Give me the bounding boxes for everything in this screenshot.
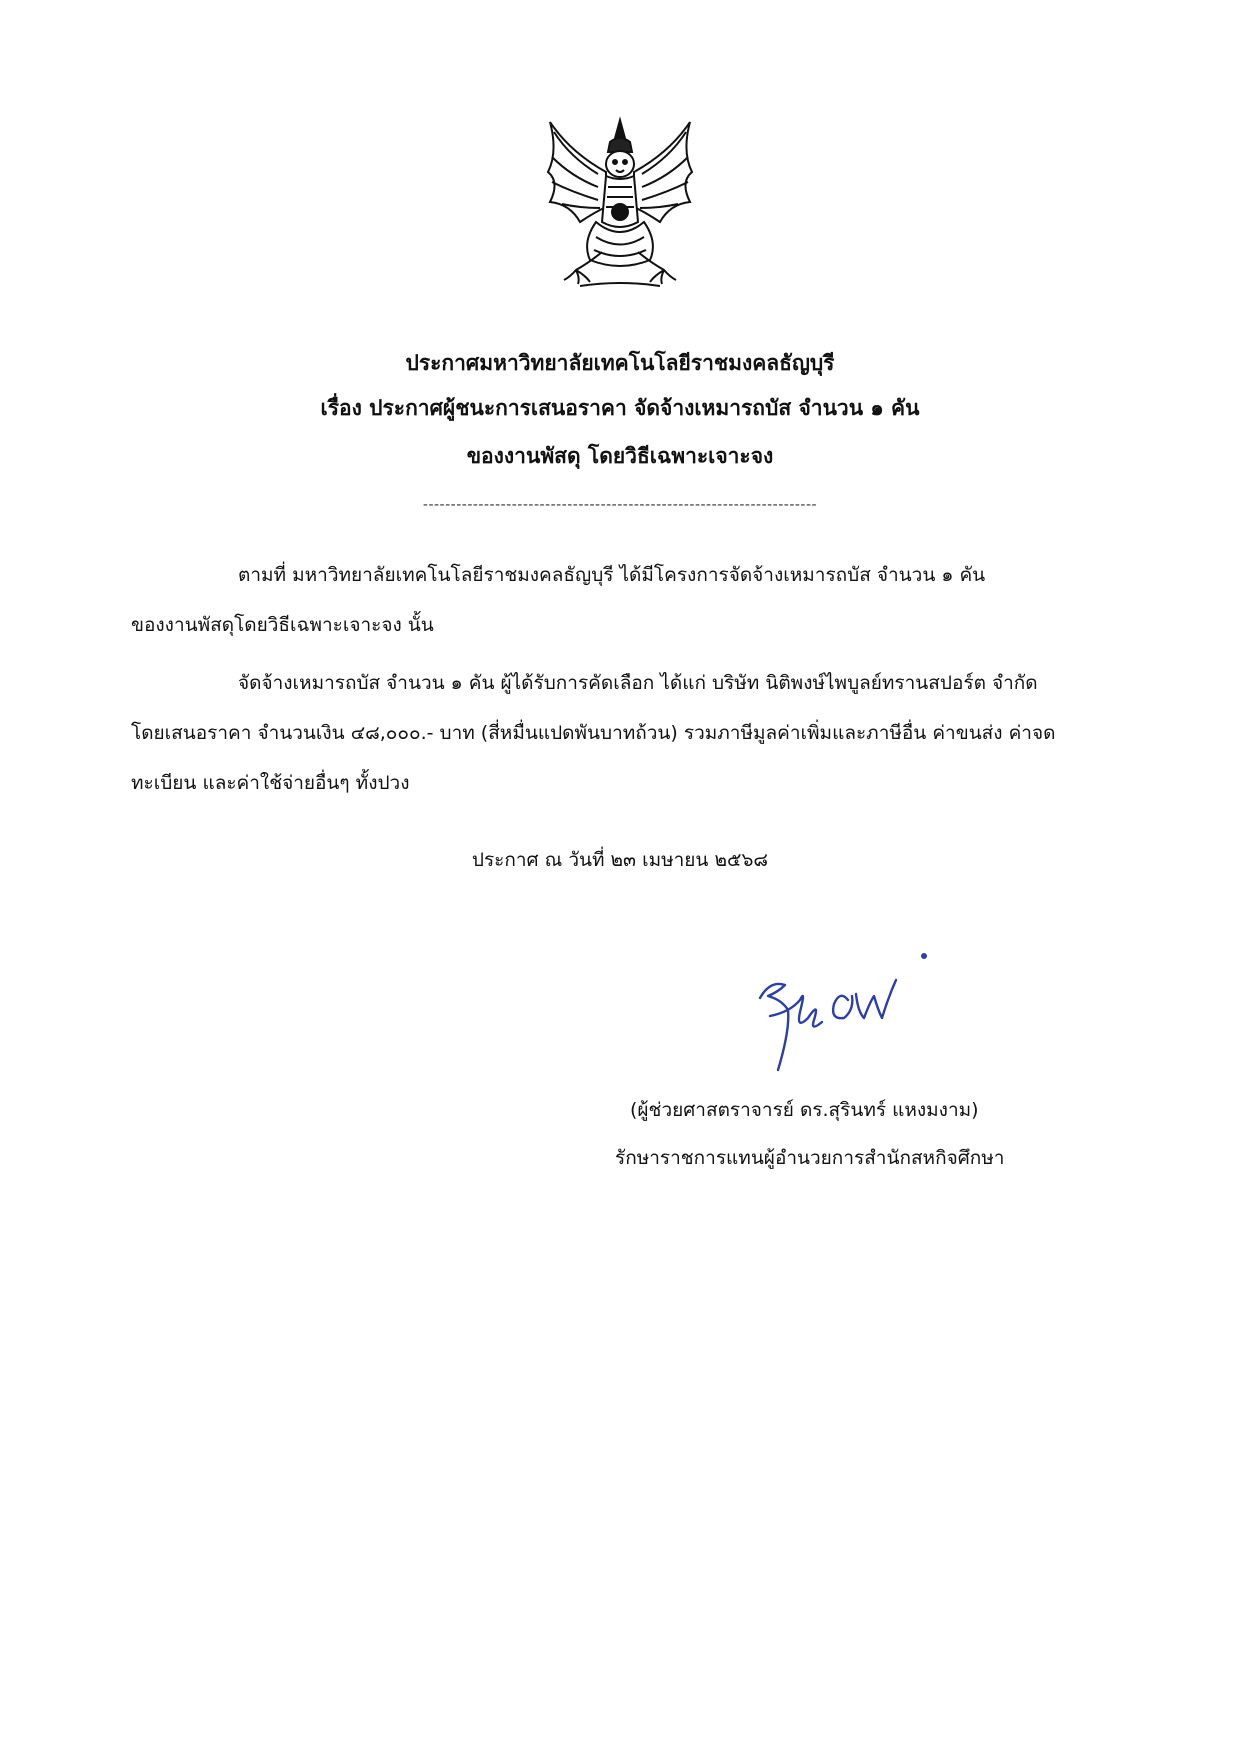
announcement-subject-cont: ของงานพัสดุ โดยวิธีเฉพาะเจาะจง [466,444,774,468]
paragraph-2-line-1: จัดจ้างเหมารถบัส จำนวน ๑ คัน ผู้ได้รับการคัดเลือก ได้แก่ บริษัท นิติพงษ์ไพบูลย์ทรานสปอร์ต จำกัด [238,672,1038,694]
signer-position: รักษาราชการแทนผู้อำนวยการสำนักสหกิจศึกษา [615,1147,1005,1169]
announcement-date: ประกาศ ณ วันที่ ๒๓ เมษายน ๒๕๖๘ [471,849,769,871]
garuda-emblem-icon [540,112,700,292]
paragraph-2-line-2: โดยเสนอราคา จำนวนเงิน ๔๘,๐๐๐.- บาท (สี่หมื่นแปดพันบาทถ้วน) รวมภาษีมูลค่าเพิ่มและภาษีอื่น ค่าขนส่ง ค่าจด [131,722,1056,744]
announcement-subject: เรื่อง ประกาศผู้ชนะการเสนอราคา จัดจ้างเหมารถบัส จำนวน ๑ คัน [320,396,920,420]
paragraph-1-line-1: ตามที่ มหาวิทยาลัยเทคโนโลยีราชมงคลธัญบุรี ได้มีโครงการจัดจ้างเหมารถบัส จำนวน ๑ คัน [238,564,986,586]
paragraph-2-line-3: ทะเบียน และค่าใช้จ่ายอื่นๆ ทั้งปวง [131,772,410,794]
paragraph-1-line-2: ของงานพัสดุโดยวิธีเฉพาะเจาะจง นั้น [131,614,434,636]
handwritten-signature-icon [730,940,970,1090]
signer-name: (ผู้ช่วยศาสตราจารย์ ดร.สุรินทร์ แหงมงาม) [630,1099,979,1121]
announcement-title: ประกาศมหาวิทยาลัยเทคโนโลยีราชมงคลธัญบุรี [405,351,835,375]
title-divider: ----------------------------------------------------------------------- [422,497,818,513]
